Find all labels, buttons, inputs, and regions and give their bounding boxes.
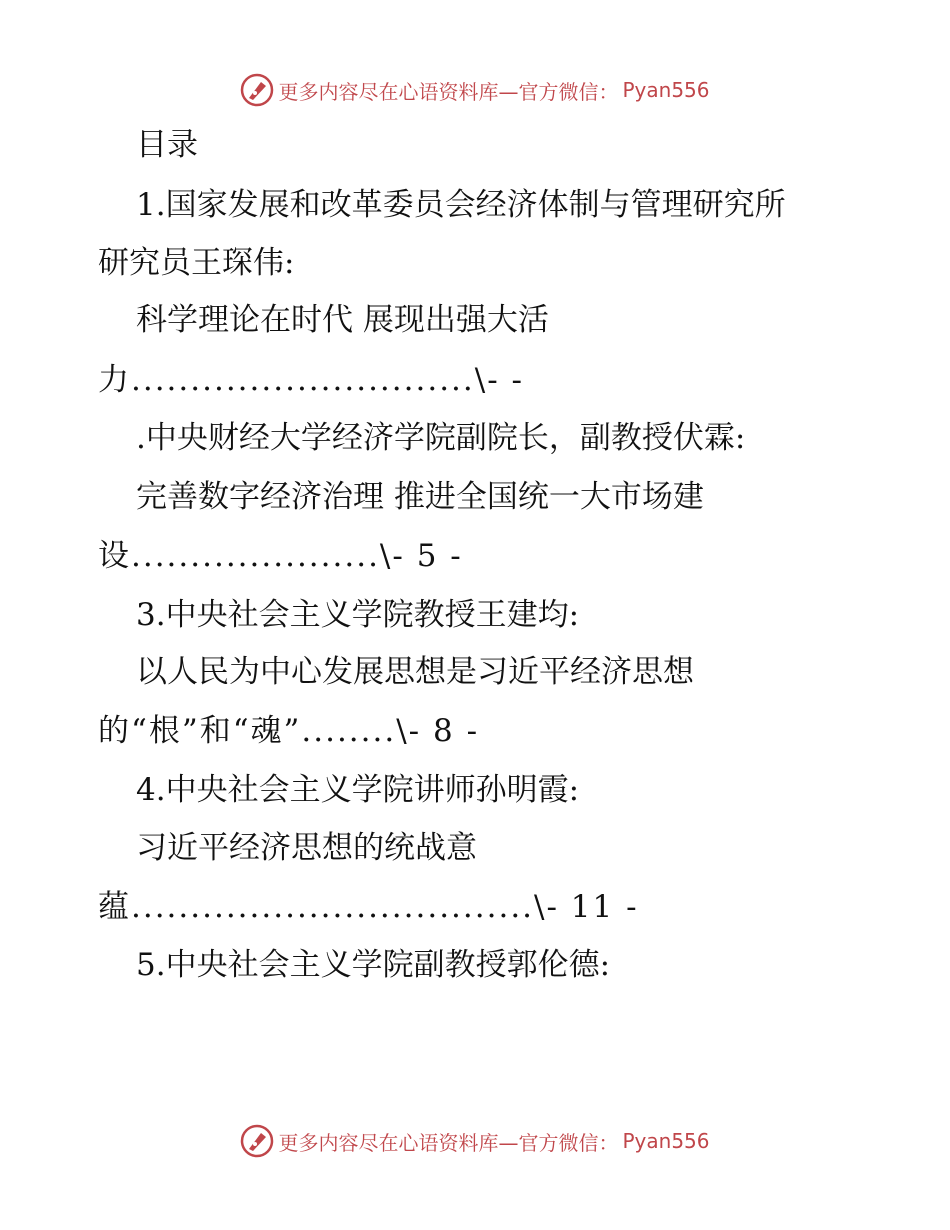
toc-line: 设.....................\- 5 - (98, 538, 463, 574)
toc-line: 的“根”和“魂”........\- 8 - (98, 713, 480, 749)
toc-title: 目录 (136, 127, 198, 163)
toc-line: 5.中央社会主义学院副教授郭伦德: (136, 947, 611, 983)
toc-line: 3.中央社会主义学院教授王建均: (136, 597, 580, 633)
watermark-wechat-id: Pyan556 (622, 78, 710, 102)
watermark-text: 更多内容尽在心语资料库—官方微信： (278, 1130, 619, 1155)
toc-line: 习近平经济思想的统战意 (136, 830, 477, 866)
toc-line: 以人民为中心发展思想是习近平经济思想 (136, 654, 694, 690)
pen-nib-logo-icon (240, 1124, 274, 1158)
toc-line: 完善数字经济治理 推进全国统一大市场建 (136, 479, 704, 515)
toc-line: 科学理论在时代 展现出强大活 (136, 302, 549, 338)
watermark-wechat-id: Pyan556 (622, 1129, 710, 1153)
footer-watermark (0, 1121, 950, 1161)
toc-line: 力.............................\- - (98, 362, 525, 398)
watermark-text: 更多内容尽在心语资料库—官方微信： (278, 79, 619, 104)
toc-line: 4.中央社会主义学院讲师孙明霞: (136, 772, 580, 808)
toc-line: 研究员王琛伟: (98, 245, 295, 281)
toc-line: 1.国家发展和改革委员会经济体制与管理研究所 (136, 187, 786, 223)
toc-line: .中央财经大学经济学院副院长，副教授伏霖: (136, 420, 746, 456)
toc-line: 蕴..................................\- 11 - (98, 889, 639, 925)
